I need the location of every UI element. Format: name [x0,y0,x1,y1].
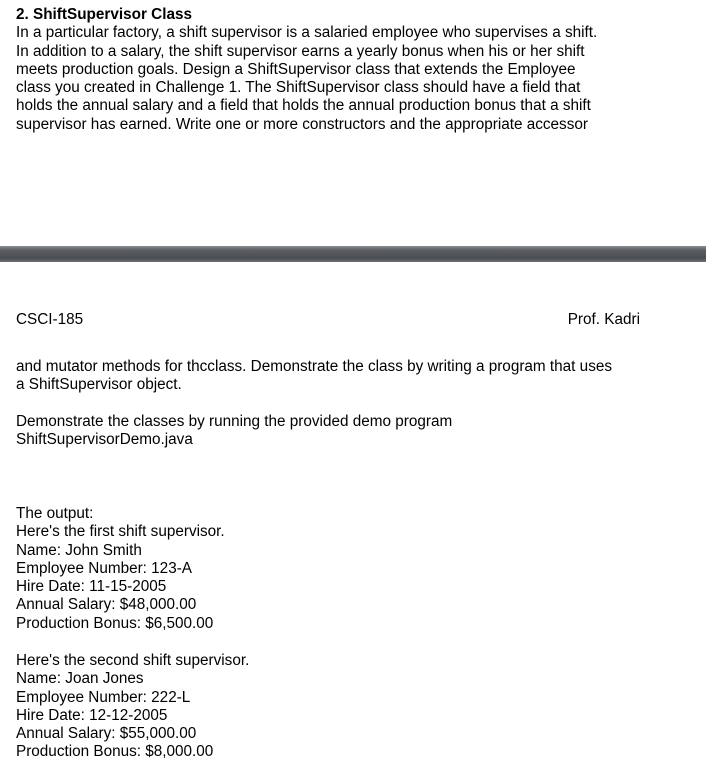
output-line: Production Bonus: $8,000.00 [16,743,214,761]
output-line: Here's the first shift supervisor. [16,523,225,541]
output-line: Production Bonus: $6,500.00 [16,614,214,632]
problem-line: In a particular factory, a shift supervisor is a salaried employee who supervises a shift. [16,24,598,42]
instructor-name: Prof. Kadri [567,311,640,328]
problem-heading: 2. ShiftSupervisor Class [16,6,192,23]
output-second [16,652,696,762]
page-bottom [0,262,706,774]
output-line: Annual Salary: $55,000.00 [16,725,197,743]
output-line: Employee Number: 123-A [16,559,192,577]
continued-line: and mutator methods for thcclass. Demonstrate the class by writing a program that uses [16,358,612,375]
problem-line: class you created in Challenge 1. The ShiftSupervisor class should have a field that [16,79,581,97]
output-line: Here's the second shift supervisor. [16,652,250,669]
problem-continued [16,358,696,395]
output-label: The output: [16,505,94,522]
problem-line: In addition to a salary, the shift supervisor earns a yearly bonus when his or her shift [16,42,585,60]
problem-line: meets production goals. Design a ShiftSupervisor class that extends the Employee [16,60,576,78]
demo-line: Demonstrate the classes by running the provided demo program [16,413,453,430]
output-line: Annual Salary: $48,000.00 [16,596,197,614]
page-top [0,0,706,246]
problem-line: supervisor has earned. Write one or more constructors and the appropriate accessor [16,115,588,133]
course-code: CSCI-185 [16,311,84,328]
problem-line: holds the annual salary and a field that holds the annual production bonus that a shift [16,97,591,115]
output-line: Hire Date: 12-12-2005 [16,706,168,724]
output-line: Employee Number: 222-L [16,688,191,706]
continued-line: a ShiftSupervisor object. [16,376,182,394]
output-line: Name: Joan Jones [16,670,144,688]
demo-filename: ShiftSupervisorDemo.java [16,431,193,449]
output-line: Name: John Smith [16,541,142,559]
output-line: Hire Date: 11-15-2005 [16,578,167,596]
problem-statement [16,6,696,134]
demo-instructions [16,413,696,450]
output-first [16,505,696,633]
page-break-separator [0,246,706,262]
